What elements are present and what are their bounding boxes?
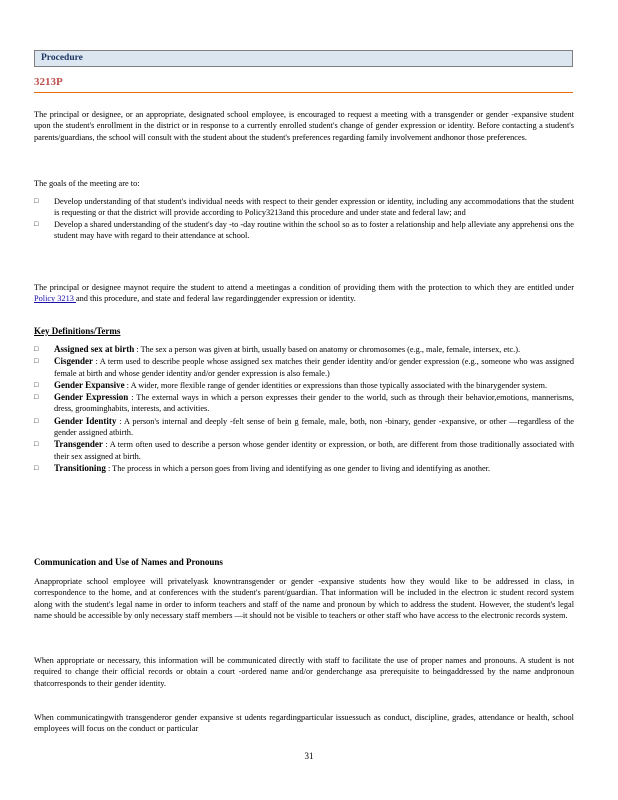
page-number: 31 <box>304 751 314 761</box>
header-divider <box>34 92 573 93</box>
paragraph-text: When communicatingwith transgenderor gender expansive st udents regardingparticular issuessuch as conduct, discipline, grades, attendance or health, school employees will focus on the conduct or particular <box>34 713 574 734</box>
square-bullet-icon: □ <box>34 219 39 228</box>
paragraph-text: When appropriate or necessary, this information will be communicated directly with staff to facilitate the use of proper names and pronouns. A student is not required to change their official records or obtain a court -ordered name and/or genderchange asa prerequisite to beingaddressed by the name andpronoun thatcorresponds to their gender identity. <box>34 656 574 688</box>
list-item <box>34 416 574 439</box>
paragraph-text: The principal or designee maynot require the student to attend a meetingas a condition of providing them with the protection to which they are entitled under <box>34 283 574 292</box>
definition-text: : A term used to describe people whose assigned sex matches their gender identity and/or gender expression (e.g., someone who was assigned female at birth and whose gender identity and/or gender expression is also female.) <box>54 357 574 378</box>
definitions-heading <box>34 326 120 336</box>
heading-text: Key Definitions/Terms <box>34 326 121 336</box>
names-heading <box>34 557 223 567</box>
square-bullet-icon: □ <box>34 440 39 449</box>
definition-text: : The sex a person was given at birth, usually based on anatomy or chromosomes (e.g., male, female, intersex, etc.). <box>136 345 521 354</box>
paragraph-text: The principal or designee, or an appropriate, designated school employee, is encouraged to request a meeting with a transgender or gender -expansive student upon the student's enrollment in the district or in response to a currently enrolled student's change of gender expression or identity. Before contacting a student's parents/guardians, the school will consult with the student about the student's preferences regarding family involvement andhonor those preferences. <box>34 110 574 142</box>
definition-term: Assigned sex at birth <box>54 344 135 354</box>
list-item <box>34 196 574 219</box>
square-bullet-icon: □ <box>34 345 39 353</box>
names-paragraph <box>34 576 574 621</box>
communication-paragraph <box>34 655 574 689</box>
procedure-header-box <box>34 50 573 67</box>
intro-paragraph <box>34 109 574 143</box>
goals-list <box>34 196 574 241</box>
paragraph-text: and this procedure, and state and federal law regardinggender expression or identity. <box>75 294 356 304</box>
square-bullet-icon: □ <box>34 357 39 366</box>
list-item <box>34 463 574 474</box>
policy-paragraph <box>34 282 574 305</box>
definitions-list <box>34 344 574 475</box>
definition-text: : A person's internal and deeply -felt sense of bein g female, male, both, non -binary, gender -expansive, or other —regardless of the gender assigned atbirth. <box>54 416 574 438</box>
definition-text: : A wider, more flexible range of gender identities or expressions than those typically associated with the binarygender system. <box>126 380 548 390</box>
definition-term: Gender Identity <box>54 415 117 426</box>
paragraph-text: Anappropriate school employee will privatelyask knowntransgender or gender -expansive students how they would like to be addressed in class, in correspondence to the home, and at conferences with the student's parent/guardian. That information will be included in the electron ic student record system along with the student's legal name in order to inform teachers and staff of the name and pronoun by which to address the student. However, the student's legal name should be accessible by only necessary staff members —it should not be visible to teachers or other staff who have access to the electronic records system. <box>34 577 574 620</box>
goal-text: Develop understanding of that student's individual needs with respect to their gender expression or identity, including any accommodations that the student is requesting or that the district will provide according to Policy3213and this procedure and under state and federal law; and <box>54 197 574 218</box>
goal-text: Develop a shared understanding of the student's day -to -day routine within the school so as to foster a relationship and help alleviate any apprehensi ons the student may have with regard to their attendance at school. <box>54 219 574 240</box>
list-item <box>34 344 574 355</box>
conduct-paragraph <box>34 712 574 735</box>
list-item <box>34 392 574 415</box>
policy-link[interactable]: Policy 3213 <box>34 294 76 304</box>
list-item <box>34 439 574 462</box>
paragraph-text: The goals of the meeting are to: <box>34 179 140 188</box>
square-bullet-icon: □ <box>34 380 39 389</box>
heading-text: Communication and Use of Names and Pronouns <box>34 557 223 567</box>
square-bullet-icon: □ <box>34 416 39 425</box>
list-item <box>34 356 574 379</box>
square-bullet-icon: □ <box>34 197 39 205</box>
definition-term: Transgender <box>54 439 103 450</box>
definition-term: Gender Expression <box>54 392 129 403</box>
list-item <box>34 380 574 391</box>
definition-term: Cisgender <box>54 356 93 367</box>
list-item <box>34 219 574 242</box>
definition-text: : The external ways in which a person expresses their gender to the world, such as through their behavior,emotions, mannerisms, dress, groominghabits, interests, and activities. <box>54 393 574 414</box>
procedure-code: 3213P <box>34 76 63 88</box>
definition-term: Gender Expansive <box>54 379 125 390</box>
definition-term: Transitioning <box>54 462 106 473</box>
square-bullet-icon: □ <box>34 393 39 402</box>
definition-text: : The process in which a person goes from living and identifying as one gender to living and identifying as another. <box>107 463 491 473</box>
procedure-label: Procedure <box>41 53 83 63</box>
definition-text: : A term often used to describe a person whose gender identity or expression, or both, are different from those traditionally associated with their sex assigned at birth. <box>54 440 575 461</box>
square-bullet-icon: □ <box>34 463 39 472</box>
goals-intro <box>34 178 574 189</box>
